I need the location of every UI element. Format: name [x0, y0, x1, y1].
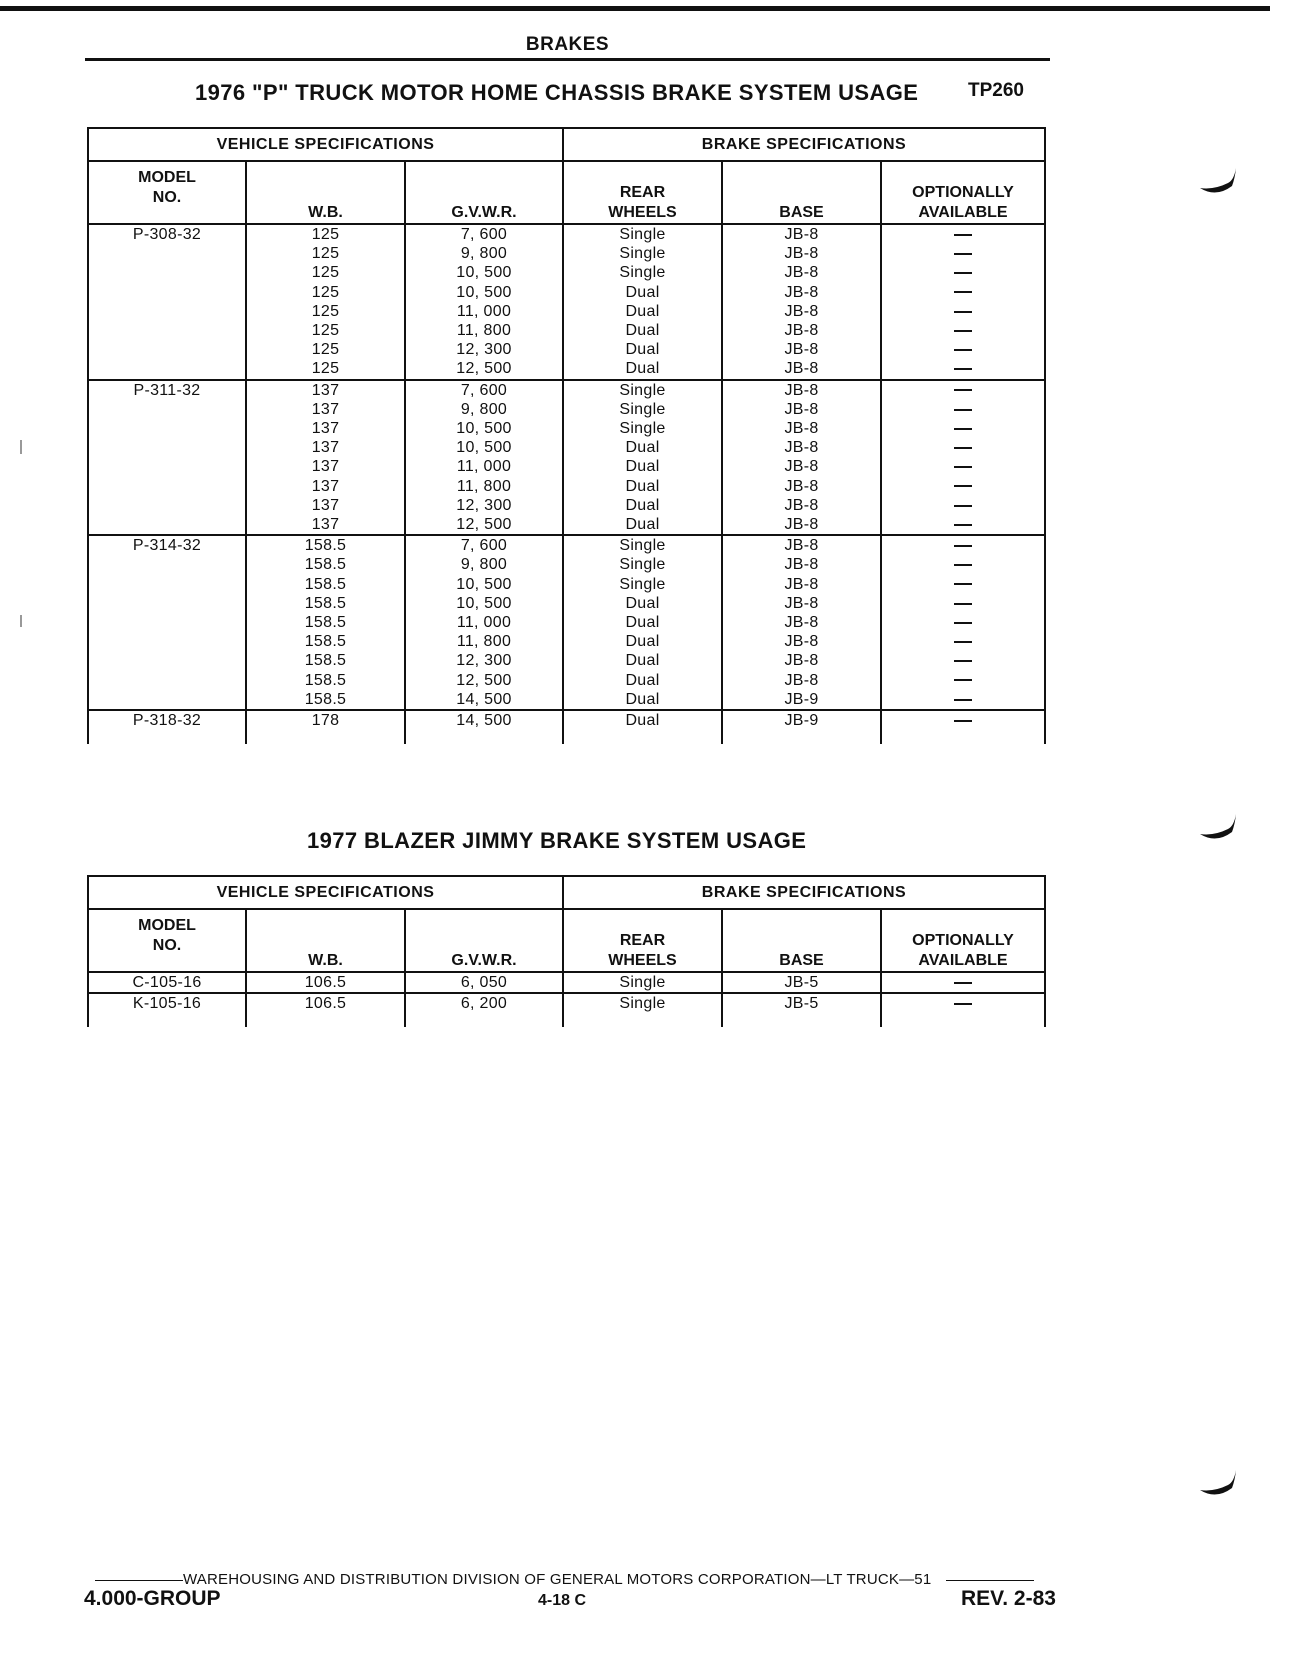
scan-mark [20, 615, 22, 627]
dash-mark [954, 720, 972, 722]
cell-model-no: C-105-16 [88, 972, 246, 993]
col-gvwr: G.V.W.R. [405, 909, 563, 972]
cell-gvwr: 7, 600 9, 800 10, 500 10, 500 11, 000 11, 800 12, 300 12, 500 14, 500 [405, 535, 563, 710]
cell-rear-wheels: Single [563, 993, 722, 1027]
cell-model-no: K-105-16 [88, 993, 246, 1027]
footer-page-number: 4-18 C [538, 1592, 587, 1609]
cell-rear-wheels: Single Single Single Dual Dual Dual Dual Dual [563, 380, 722, 536]
cell-model-no: P-311-32 [88, 380, 246, 536]
cell-wb: 106.5 [246, 972, 405, 993]
cell-rear-wheels: Single [563, 972, 722, 993]
table1 [87, 127, 1046, 744]
cell-optionally-available [881, 993, 1045, 1027]
dash-mark [954, 603, 972, 605]
dash-mark [954, 545, 972, 547]
dash-mark [954, 1003, 972, 1005]
cell-optionally-available [881, 224, 1045, 380]
dash-mark [954, 234, 972, 236]
table-row [88, 972, 1045, 993]
table1-title: 1976 "P" TRUCK MOTOR HOME CHASSIS BRAKE SYSTEM USAGE [195, 80, 919, 105]
table-row [88, 380, 1045, 536]
col-model-no: MODEL NO. [88, 909, 246, 972]
cell-rear-wheels: Single Single Single Dual Dual Dual Dual Dual Dual [563, 535, 722, 710]
col-rear-wheels: REAR WHEELS [563, 161, 722, 224]
cell-base: JB-5 [722, 972, 881, 993]
group-vehicle-specifications: VEHICLE SPECIFICATIONS [88, 128, 563, 161]
table-row [88, 224, 1045, 380]
dash-mark [954, 699, 972, 701]
cell-model-no: P-308-32 [88, 224, 246, 380]
col-wb: W.B. [246, 909, 405, 972]
cell-gvwr: 14, 500 [405, 710, 563, 744]
cell-base: JB-8 JB-8 JB-8 JB-8 JB-8 JB-8 JB-8 JB-8 [722, 380, 881, 536]
footer-group: 4.000-GROUP [84, 1587, 221, 1610]
dash-mark [954, 505, 972, 507]
dash-mark [954, 660, 972, 662]
dash-mark [954, 485, 972, 487]
dash-mark [954, 641, 972, 643]
dash-mark [954, 524, 972, 526]
group-brake-specifications: BRAKE SPECIFICATIONS [563, 128, 1045, 161]
group-brake-specifications: BRAKE SPECIFICATIONS [563, 876, 1045, 909]
cell-wb: 106.5 [246, 993, 405, 1027]
checkmark-icon [1198, 166, 1238, 206]
dash-mark [954, 330, 972, 332]
dash-mark [954, 311, 972, 313]
checkmark-icon [1198, 812, 1238, 852]
scan-mark [20, 440, 22, 454]
table-row [88, 535, 1045, 710]
dash-mark [954, 389, 972, 391]
cell-wb: 137 137 137 137 137 137 137 137 [246, 380, 405, 536]
cell-base: JB-8 JB-8 JB-8 JB-8 JB-8 JB-8 JB-8 JB-8 [722, 224, 881, 380]
cell-rear-wheels: Dual [563, 710, 722, 744]
dash-mark [954, 368, 972, 370]
cell-wb: 125 125 125 125 125 125 125 125 [246, 224, 405, 380]
top-border [0, 6, 1270, 11]
cell-wb: 158.5 158.5 158.5 158.5 158.5 158.5 158.5 158.5 158.5 [246, 535, 405, 710]
cell-gvwr: 7, 600 9, 800 10, 500 10, 500 11, 000 11, 800 12, 300 12, 500 [405, 224, 563, 380]
cell-wb: 178 [246, 710, 405, 744]
col-rear-wheels: REAR WHEELS [563, 909, 722, 972]
section-rule [85, 58, 1050, 61]
footer-revision: REV. 2-83 [961, 1587, 1056, 1610]
cell-rear-wheels: Single Single Single Dual Dual Dual Dual Dual [563, 224, 722, 380]
col-model-no: MODEL NO. [88, 161, 246, 224]
col-wb: W.B. [246, 161, 405, 224]
table2-title: 1977 BLAZER JIMMY BRAKE SYSTEM USAGE [307, 828, 807, 853]
dash-mark [954, 447, 972, 449]
dash-mark [954, 349, 972, 351]
table2 [87, 875, 1046, 1027]
cell-optionally-available [881, 380, 1045, 536]
table-row [88, 710, 1045, 744]
cell-base: JB-5 [722, 993, 881, 1027]
cell-model-no: P-318-32 [88, 710, 246, 744]
cell-optionally-available [881, 535, 1045, 710]
dash-mark [954, 564, 972, 566]
dash-mark [954, 291, 972, 293]
document-code: TP260 [968, 80, 1024, 101]
col-base: BASE [722, 161, 881, 224]
cell-optionally-available [881, 972, 1045, 993]
col-base: BASE [722, 909, 881, 972]
col-gvwr: G.V.W.R. [405, 161, 563, 224]
col-optionally-available: OPTIONALLY AVAILABLE [881, 161, 1045, 224]
dash-mark [954, 679, 972, 681]
cell-gvwr: 7, 600 9, 800 10, 500 10, 500 11, 000 11, 800 12, 300 12, 500 [405, 380, 563, 536]
dash-mark [954, 466, 972, 468]
dash-mark [954, 409, 972, 411]
dash-mark [954, 272, 972, 274]
dash-mark [954, 622, 972, 624]
group-vehicle-specifications: VEHICLE SPECIFICATIONS [88, 876, 563, 909]
cell-gvwr: 6, 200 [405, 993, 563, 1027]
cell-model-no: P-314-32 [88, 535, 246, 710]
cell-base: JB-9 [722, 710, 881, 744]
checkmark-icon [1198, 1468, 1238, 1508]
cell-optionally-available [881, 710, 1045, 744]
footer-division-line [95, 1571, 1060, 1588]
table-row [88, 993, 1045, 1027]
dash-mark [954, 982, 972, 984]
dash-mark [954, 428, 972, 430]
footer-division: WAREHOUSING AND DISTRIBUTION DIVISION OF GENERAL MOTORS CORPORATION—LT TRUCK—51 [183, 1571, 932, 1588]
cell-base: JB-8 JB-8 JB-8 JB-8 JB-8 JB-8 JB-8 JB-8 JB-9 [722, 535, 881, 710]
cell-gvwr: 6, 050 [405, 972, 563, 993]
section-title: BRAKES [525, 34, 610, 55]
dash-mark [954, 253, 972, 255]
dash-mark [954, 583, 972, 585]
col-optionally-available: OPTIONALLY AVAILABLE [881, 909, 1045, 972]
